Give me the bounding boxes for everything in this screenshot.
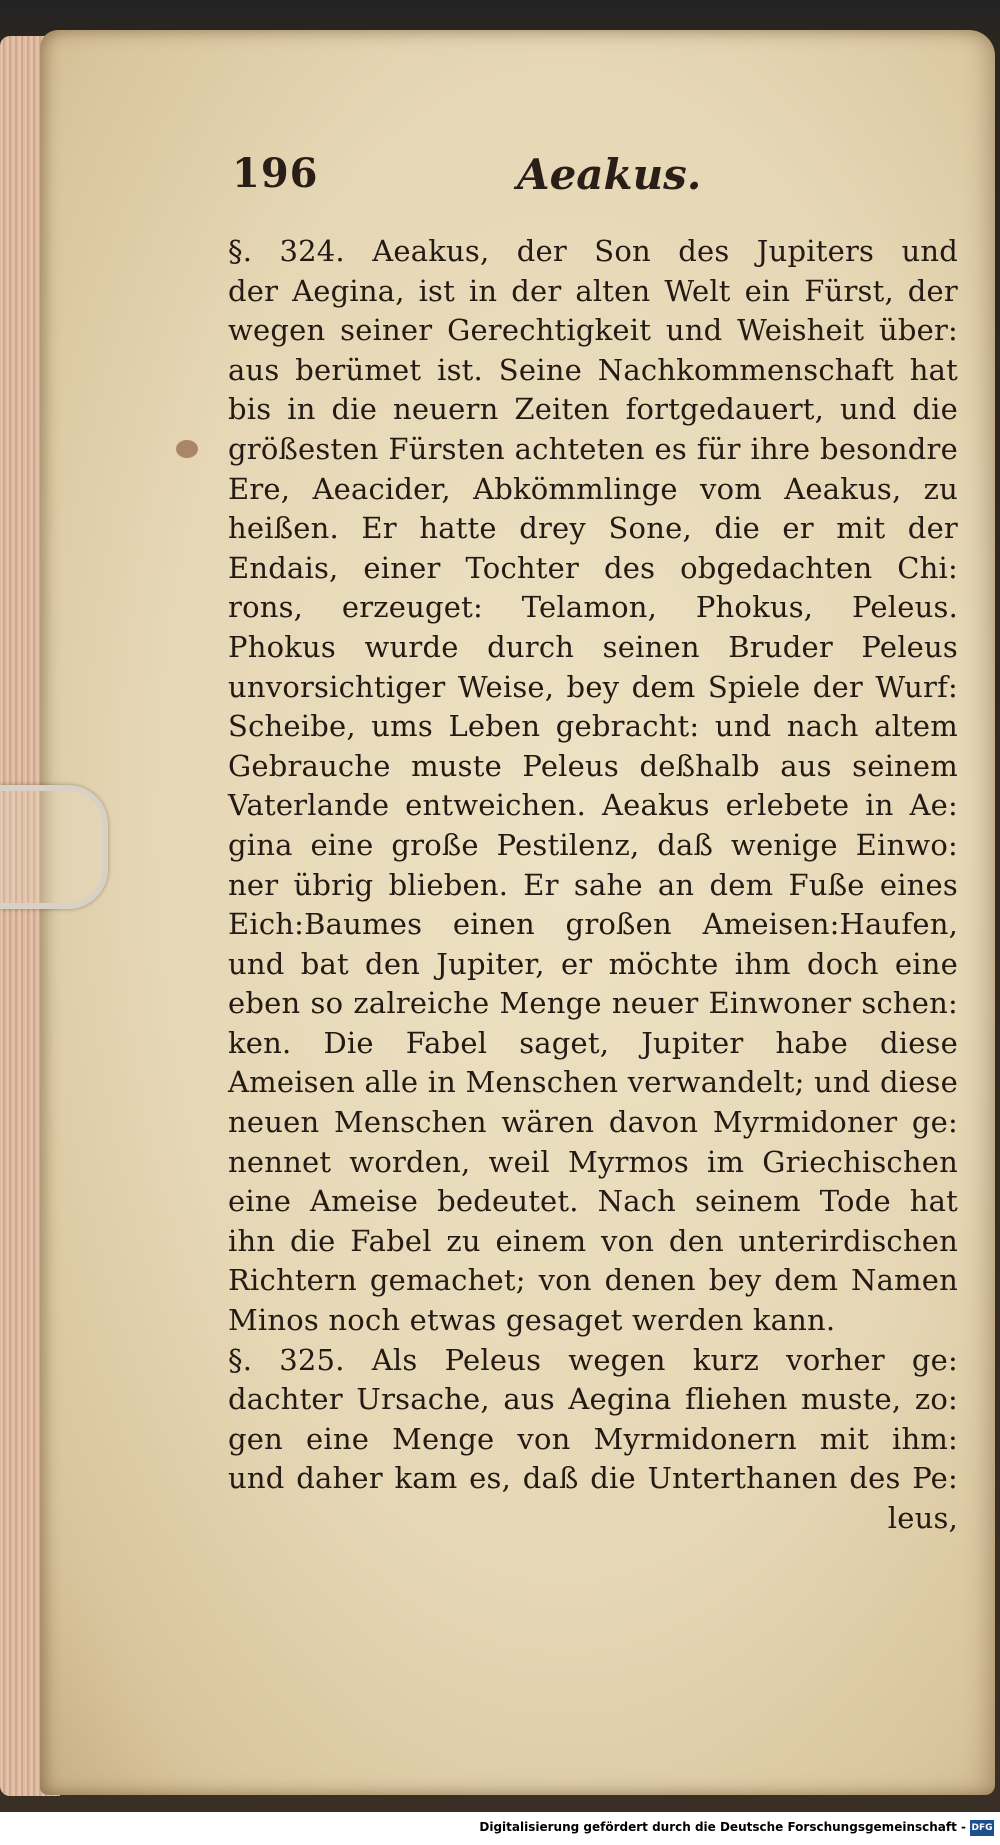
- text-line: und bat den Jupiter, er möchte ihm doch eine: [228, 946, 958, 981]
- text-line: ner übrig blieben. Er sahe an dem Fuße eines: [228, 867, 958, 902]
- text-line: Richtern gemachet; von denen bey dem Namen: [228, 1263, 958, 1298]
- text-line: ihn die Fabel zu einem von den unterirdischen: [228, 1223, 958, 1258]
- text-line: der Aegina, ist in der alten Welt ein Fürst, der: [228, 273, 958, 308]
- running-head: Aeakus.: [517, 150, 702, 199]
- text-line: eben so zalreiche Menge neuer Einwoner schen:: [228, 986, 958, 1021]
- text-line: Gebrauche muste Peleus deßhalb aus seinem: [228, 748, 958, 783]
- page-clip: [0, 785, 108, 909]
- page-header: [232, 150, 732, 210]
- text-line: Scheibe, ums Leben gebracht: und nach altem: [228, 709, 958, 744]
- text-line: unvorsichtiger Weise, bey dem Spiele der Wurf:: [228, 669, 958, 704]
- footer-credit: Digitalisierung gefördert durch die Deutsche Forschungsgemeinschaft -: [479, 1820, 966, 1834]
- body-text: [228, 232, 958, 1539]
- text-line: dachter Ursache, aus Aegina fliehen muste, zo:: [228, 1382, 958, 1417]
- text-line: gen eine Menge von Myrmidonern mit ihm:: [228, 1421, 958, 1456]
- text-line: gina eine große Pestilenz, daß wenige Einwo:: [228, 827, 958, 862]
- text-line: Ameisen alle in Menschen verwandelt; und diese: [228, 1065, 958, 1100]
- text-line: Vaterlande entweichen. Aeakus erlebete in Ae:: [228, 788, 958, 823]
- text-line: Eich:Baumes einen großen Ameisen:Haufen,: [228, 907, 958, 942]
- ink-stain: [176, 440, 198, 458]
- text-line: wegen seiner Gerechtigkeit und Weisheit über:: [228, 313, 958, 348]
- text-line: rons, erzeuget: Telamon, Phokus, Peleus.: [228, 590, 958, 625]
- text-line: leus,: [887, 1501, 958, 1535]
- page-number: 196: [232, 150, 319, 197]
- dfg-logo: DFG: [970, 1820, 994, 1836]
- text-line: Minos noch etwas gesaget werden kann.: [228, 1303, 836, 1338]
- text-line: neuen Menschen wären davon Myrmidoner ge:: [228, 1105, 958, 1140]
- text-line: nennet worden, weil Myrmos im Griechischen: [228, 1144, 958, 1179]
- text-line: §. 324. Aeakus, der Son des Jupiters und: [228, 234, 958, 268]
- text-line: §. 325. Als Peleus wegen kurz vorher ge:: [228, 1342, 958, 1377]
- text-line: heißen. Er hatte drey Sone, die er mit der: [228, 511, 958, 546]
- text-line: größesten Fürsten achteten es für ihre besondre: [228, 431, 958, 466]
- text-line: und daher kam es, daß die Unterthanen des Pe:: [228, 1461, 958, 1496]
- text-line: aus berümet ist. Seine Nachkommenschaft hat: [228, 352, 958, 387]
- digitization-footer: [0, 1812, 1000, 1845]
- text-line: eine Ameise bedeutet. Nach seinem Tode hat: [228, 1184, 958, 1219]
- text-line: Endais, einer Tochter des obgedachten Chi:: [228, 550, 958, 585]
- text-line: bis in die neuern Zeiten fortgedauert, und die: [228, 392, 958, 427]
- text-line: Ere, Aeacider, Abkömmlinge vom Aeakus, zu: [228, 471, 958, 506]
- text-line: Phokus wurde durch seinen Bruder Peleus: [228, 629, 958, 664]
- text-line: ken. Die Fabel saget, Jupiter habe diese: [228, 1025, 958, 1060]
